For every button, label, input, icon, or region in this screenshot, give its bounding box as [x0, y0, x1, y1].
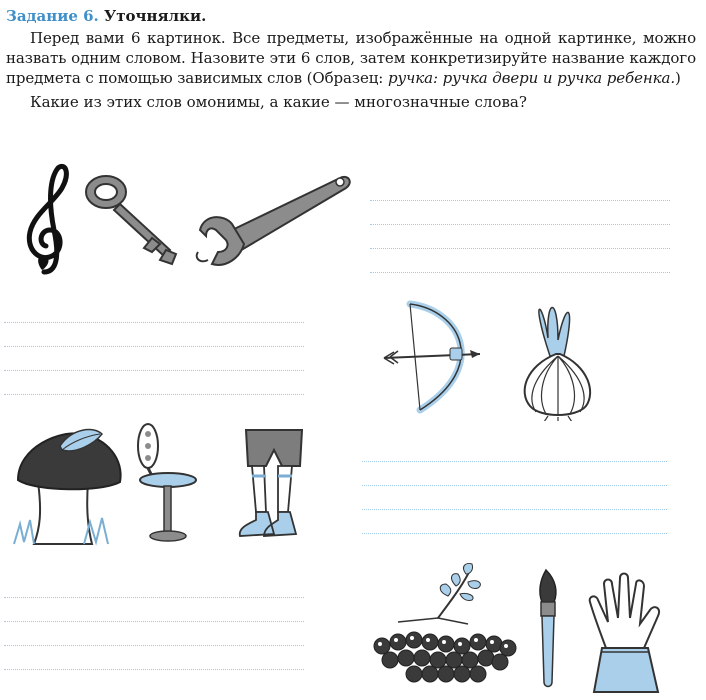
legs-icon — [240, 430, 302, 536]
answer-line[interactable] — [4, 394, 304, 395]
task-heading — [6, 6, 696, 26]
answer-line[interactable] — [4, 669, 304, 670]
task-title: Уточнялки. — [104, 7, 207, 25]
instructions-end: ) — [675, 69, 681, 87]
answer-line[interactable] — [4, 621, 304, 622]
answer-lines-4[interactable] — [4, 597, 304, 693]
answer-line[interactable] — [370, 200, 670, 201]
answer-lines-1[interactable] — [370, 200, 670, 296]
wrench-icon — [197, 177, 350, 265]
answer-lines-3[interactable] — [362, 461, 667, 557]
picture-4-art — [368, 562, 668, 696]
bow-arrow-icon — [384, 304, 480, 410]
answer-lines-2[interactable] — [4, 322, 304, 418]
answer-line[interactable] — [4, 597, 304, 598]
picture-3 — [12, 420, 312, 556]
picture-4 — [368, 562, 668, 700]
picture-3-art — [12, 420, 312, 552]
treble-clef-icon — [29, 166, 66, 272]
picture-2 — [380, 296, 595, 425]
picture-2-art — [380, 296, 595, 421]
answer-line[interactable] — [362, 461, 667, 462]
answer-line[interactable] — [362, 485, 667, 486]
stool-chair-icon — [138, 424, 196, 541]
answer-line[interactable] — [370, 272, 670, 273]
task-question: Какие из этих слов омонимы, а какие — многозначные слова? — [30, 93, 527, 111]
task-block — [6, 6, 696, 112]
picture-1 — [10, 160, 355, 289]
answer-line[interactable] — [4, 645, 304, 646]
mushroom-icon — [14, 430, 121, 544]
answer-line[interactable] — [4, 370, 304, 371]
hand-icon — [590, 574, 659, 693]
example-text: ручка: ручка двери и ручка ребенка. — [387, 69, 676, 87]
onion-bulb-icon — [525, 308, 590, 422]
answer-line[interactable] — [370, 224, 670, 225]
task-instructions — [6, 28, 696, 88]
answer-line[interactable] — [362, 509, 667, 510]
paintbrush-icon — [540, 570, 556, 687]
rowan-berries-icon — [374, 563, 516, 682]
key-icon — [86, 176, 176, 264]
instructions-text: Перед вами 6 картинок. Все предметы, изображённые на одной картинке, можно назвать одним словом. Назовите эти 6 слов, затем конкретизируйте название каждого предмета с помощью зависимых слов (Образец: — [6, 29, 696, 87]
answer-line[interactable] — [4, 322, 304, 323]
answer-line[interactable] — [362, 533, 667, 534]
answer-line[interactable] — [4, 346, 304, 347]
task-number: Задание 6. — [6, 7, 99, 25]
answer-line[interactable] — [370, 248, 670, 249]
picture-1-art — [10, 160, 355, 285]
